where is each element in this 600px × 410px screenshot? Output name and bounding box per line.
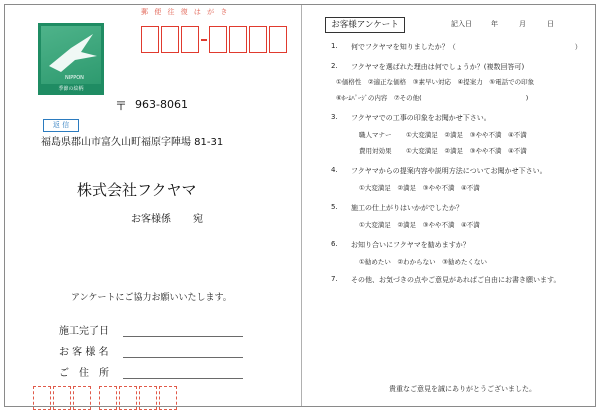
honorific: 宛 (193, 214, 203, 225)
address-side (5, 5, 302, 406)
address-line: 福島県郡山市富久山町福原字陣場 81-31 (41, 137, 224, 148)
question-text: フクヤマからの提案内容や説明方法についてお聞かせ下さい。 (351, 167, 547, 175)
q2-options-row1: ①価格性 ②適正な価格 ③素早い対応 ④提案力 ⑤電話での印象 (336, 78, 535, 86)
question-number: 5. (331, 203, 338, 211)
question-text: 何でフクヤマを知りましたか？（ ） (351, 43, 582, 51)
sender-zip-cell-6 (139, 386, 157, 410)
zip-box-3 (181, 26, 199, 53)
date-year: 年 (491, 20, 498, 28)
company-name: 株式会社フクヤマ (77, 181, 197, 199)
q3-row-options: ①大変満足 ②満足 ③やや不満 ④不満 (406, 147, 527, 155)
zip-box-2 (161, 26, 179, 53)
label-customer-name: お 客 様 名 (59, 347, 109, 358)
sender-zip-cell-5 (119, 386, 137, 410)
date-day: 日 (547, 20, 554, 28)
question-text: 施工の仕上がりはいかがでしたか？ (351, 204, 463, 212)
question-text: フクヤマでの工事の印象をお聞かせ下さい。 (351, 114, 491, 122)
sender-zip-cell-4 (99, 386, 117, 410)
zip-dash (201, 39, 207, 41)
zip-box-4 (209, 26, 227, 53)
stamp-country: NIPPON (65, 75, 84, 81)
question-text: その他、お気づきの点やご意見があればご自由にお書き願います。 (351, 276, 561, 284)
question-number: 4. (331, 166, 338, 174)
completion-date-field[interactable] (123, 336, 243, 337)
sender-zip-cell-1 (33, 386, 51, 410)
question-number: 6. (331, 240, 338, 248)
q3-row-label: 職人マナー (359, 131, 392, 139)
survey-request: アンケートにご協力お願いいたします。 (71, 293, 232, 303)
date-label: 記入日 (451, 20, 472, 28)
q6-options: ①勧めたい ②わからない ③勧めたくない (359, 258, 487, 266)
question-number: 3. (331, 113, 338, 121)
survey-title: お客様アンケート (325, 17, 405, 33)
label-completion-date: 施工完了日 (59, 326, 109, 337)
q3-row-label: 費用対効果 (359, 147, 392, 155)
postcard-frame (4, 4, 596, 407)
return-label: 返 信 (43, 119, 79, 132)
date-month: 月 (519, 20, 526, 28)
zip-box-5 (229, 26, 247, 53)
zip-box-1 (141, 26, 159, 53)
recipient-dept: お客様係 (131, 214, 171, 225)
q3-row-options: ①大変満足 ②満足 ③やや不満 ④不満 (406, 131, 527, 139)
zip-box-7 (269, 26, 287, 53)
customer-name-field[interactable] (123, 357, 243, 358)
q4-options: ①大変満足 ②満足 ③やや不満 ④不満 (359, 184, 480, 192)
zip-box-6 (249, 26, 267, 53)
question-number: 2. (331, 62, 338, 70)
q5-options: ①大変満足 ②満足 ③やや不満 ④不満 (359, 221, 480, 229)
question-number: 7. (331, 275, 338, 283)
question-text: お知り合いにフクヤマを勧めますか？ (351, 241, 470, 249)
sender-zip-cell-3 (73, 386, 91, 410)
postcard-top-label: 郵 便 往 復 は が き (141, 8, 230, 16)
sender-zip-cell-2 (53, 386, 71, 410)
label-address: ご 住 所 (59, 368, 109, 379)
stamp-caption: 季節の絵柄 (58, 86, 84, 92)
question-number: 1. (331, 42, 338, 50)
zip-code: 963-8061 (135, 98, 188, 111)
thank-you-footer: 貴重なご意見を誠にありがとうございました。 (389, 385, 536, 393)
sender-zip-cell-7 (159, 386, 177, 410)
q2-options-row2: ⑥ﾎｰﾑﾍﾟｰｼﾞの内容 ⑦その他( ) (336, 94, 529, 102)
address-field[interactable] (123, 378, 243, 379)
zip-mark: 〒 (115, 99, 128, 113)
question-text: フクヤマを選ばれた理由は何でしょうか？(複数回答可) (351, 63, 525, 71)
